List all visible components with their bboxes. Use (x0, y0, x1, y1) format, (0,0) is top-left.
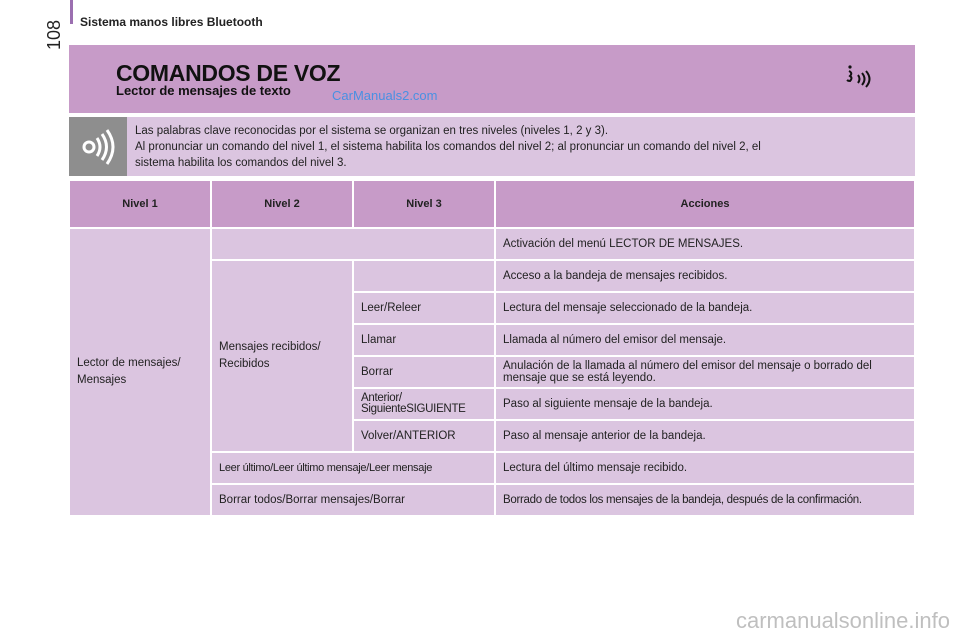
cell-level3: Borrar (354, 357, 494, 387)
cell-action: Paso al mensaje anterior de la bandeja. (496, 421, 914, 451)
cell-level3: Llamar (354, 325, 494, 355)
cell-level2: Mensajes recibidos/ Recibidos (212, 261, 352, 451)
cell-level23: Borrar todos/Borrar mensajes/Borrar (212, 485, 494, 515)
table-row (70, 229, 914, 259)
watermark-top: CarManuals2.com (332, 88, 438, 103)
table-header-row (70, 181, 914, 227)
page-title: COMANDOS DE VOZ (116, 60, 341, 86)
intro-text (135, 123, 905, 171)
cell-action: Anulación de la llamada al número del emisor del mensaje o borrado del mensaje que se está leyendo. (496, 357, 914, 387)
header-nivel-3: Nivel 3 (354, 181, 494, 227)
cell-level23: Leer último/Leer último mensaje/Leer mensaje (212, 453, 494, 483)
voice-command-icon (841, 63, 871, 93)
cell-action: Paso al siguiente mensaje de la bandeja. (496, 389, 914, 419)
cell-level3: Leer/Releer (354, 293, 494, 323)
section-title: Sistema manos libres Bluetooth (80, 15, 263, 29)
cell-empty (212, 229, 494, 259)
header-nivel-1: Nivel 1 (70, 181, 210, 227)
voice-commands-table (68, 179, 916, 517)
cell-action: Lectura del último mensaje recibido. (496, 453, 914, 483)
cell-empty (354, 261, 494, 291)
cell-action: Lectura del mensaje seleccionado de la bandeja. (496, 293, 914, 323)
cell-level1: Lector de mensajes/ Mensajes (70, 229, 210, 515)
intro-box (69, 117, 915, 176)
cell-level3: Volver/ANTERIOR (354, 421, 494, 451)
header-banner (69, 45, 915, 113)
page-number: 108 (44, 19, 64, 50)
header-nivel-2: Nivel 2 (212, 181, 352, 227)
cell-action: Activación del menú LECTOR DE MENSAJES. (496, 229, 914, 259)
cell-action: Llamada al número del emisor del mensaje. (496, 325, 914, 355)
header-acciones: Acciones (496, 181, 914, 227)
speaker-sound-icon (69, 117, 127, 176)
cell-level3: Anterior/ SiguienteSIGUIENTE (354, 389, 494, 419)
section-marker (70, 0, 73, 24)
cell-action: Borrado de todos los mensajes de la bandeja, después de la confirmación. (496, 485, 914, 515)
intro-line: Al pronunciar un comando del nivel 1, el sistema habilita los comandos del nivel 2; al pronunciar un comando del nivel 2, el (135, 141, 761, 153)
cell-action: Acceso a la bandeja de mensajes recibidos. (496, 261, 914, 291)
intro-icon-box (69, 117, 127, 176)
page-subtitle: Lector de mensajes de texto (116, 83, 291, 98)
intro-line: Las palabras clave reconocidas por el sistema se organizan en tres niveles (niveles 1, 2 y 3). (135, 125, 609, 137)
intro-line: sistema habilita los comandos del nivel 3. (135, 157, 347, 169)
footer-watermark: carmanualsonline.info (735, 608, 950, 633)
